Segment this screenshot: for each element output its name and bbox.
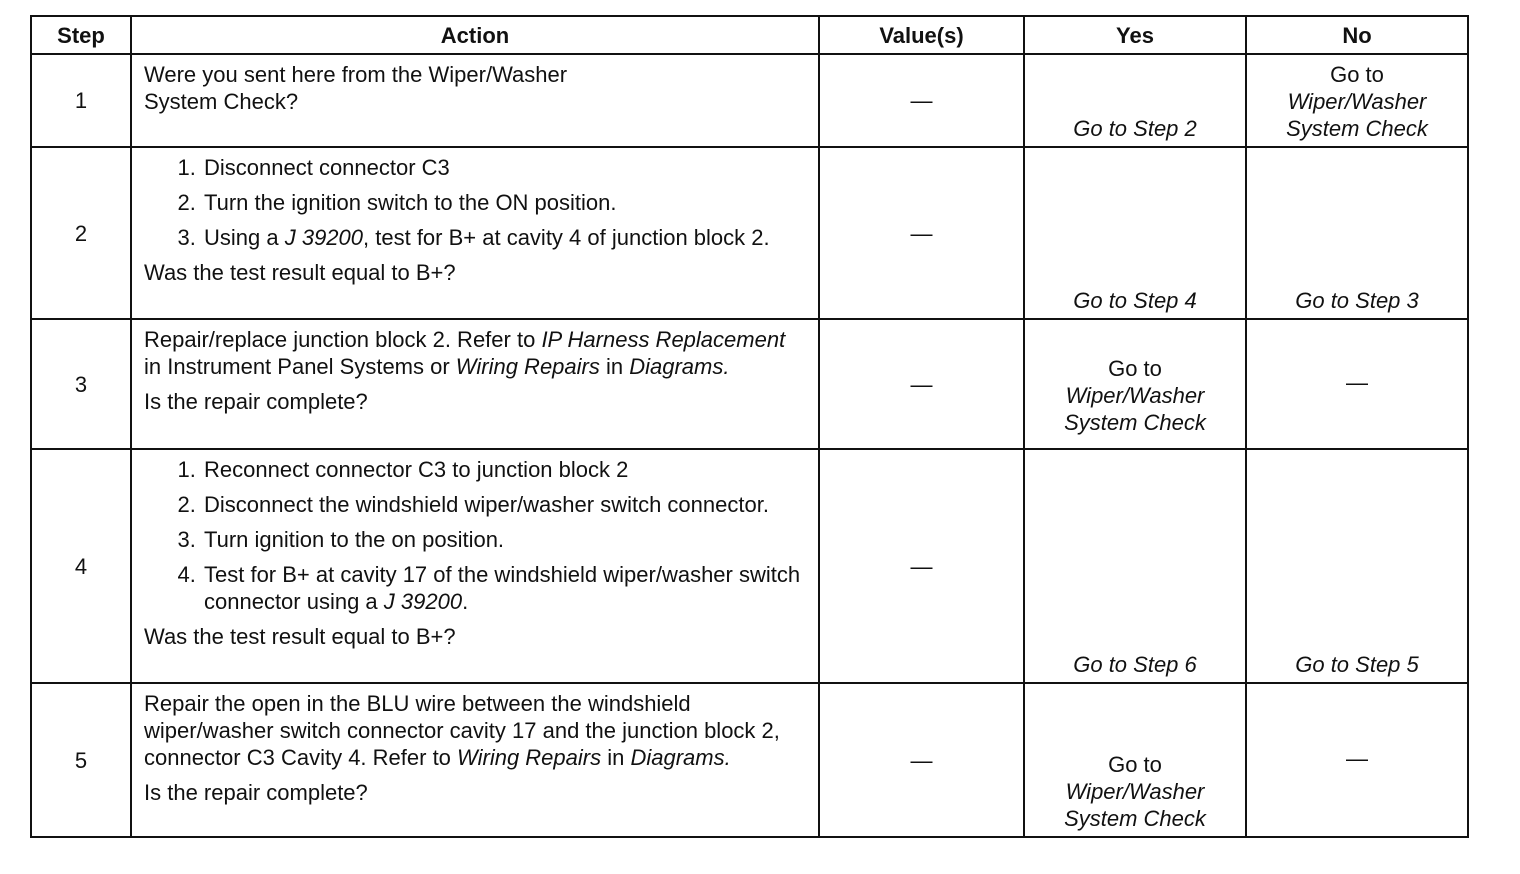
text-segment: in Instrument Panel Systems or bbox=[144, 354, 456, 379]
text-segment: . bbox=[462, 589, 469, 614]
text-segment: Repair/replace junction block 2. Refer to bbox=[144, 327, 542, 352]
question-text: Is the repair complete? bbox=[144, 389, 368, 414]
no-cell bbox=[1246, 449, 1468, 683]
table-row bbox=[31, 683, 1468, 837]
goto-link[interactable]: Go to Step 4 bbox=[1073, 288, 1197, 313]
action-cell bbox=[131, 683, 819, 837]
diagnostic-table bbox=[30, 15, 1469, 838]
yes-cell bbox=[1024, 449, 1246, 683]
reference-link[interactable]: Diagrams. bbox=[630, 745, 731, 770]
procedure-step bbox=[202, 561, 808, 615]
action-cell bbox=[131, 449, 819, 683]
value-cell: — bbox=[819, 683, 1024, 837]
text-segment: , test for B+ at cavity 4 of junction block 2. bbox=[363, 225, 770, 250]
procedure-step: 2. Disconnect the windshield wiper/washer switch connector. bbox=[202, 491, 808, 518]
action-text: System Check? bbox=[144, 89, 299, 114]
goto-prefix: Go to bbox=[1108, 355, 1162, 381]
procedure-list bbox=[144, 456, 808, 615]
header-yes: Yes bbox=[1024, 16, 1246, 54]
action-text bbox=[144, 326, 808, 380]
no-cell bbox=[1246, 147, 1468, 319]
goto-prefix: Go to bbox=[1330, 62, 1384, 87]
header-values: Value(s) bbox=[819, 16, 1024, 54]
table-row bbox=[31, 319, 1468, 449]
step-number: 5 bbox=[31, 683, 131, 837]
tool-name: J 39200 bbox=[383, 589, 463, 614]
step-number: 3 bbox=[31, 319, 131, 449]
step-number: 1 bbox=[31, 54, 131, 147]
action-text: Were you sent here from the Wiper/Washer bbox=[144, 62, 568, 87]
no-cell: — bbox=[1246, 683, 1468, 837]
goto-link[interactable]: Go to Step 2 bbox=[1073, 116, 1197, 141]
procedure-step bbox=[202, 224, 808, 251]
header-step: Step bbox=[31, 16, 131, 54]
value-cell: — bbox=[819, 54, 1024, 147]
table-row bbox=[31, 147, 1468, 319]
question-text: Is the repair complete? bbox=[144, 780, 368, 805]
yes-cell bbox=[1024, 683, 1246, 837]
procedure-list bbox=[144, 154, 808, 251]
procedure-step: 1. Reconnect connector C3 to junction block 2 bbox=[202, 456, 808, 483]
text-segment: in bbox=[601, 745, 631, 770]
value-cell: — bbox=[819, 449, 1024, 683]
action-text bbox=[144, 690, 808, 771]
yes-cell bbox=[1024, 147, 1246, 319]
yes-cell bbox=[1024, 54, 1246, 147]
procedure-step: 3. Turn ignition to the on position. bbox=[202, 526, 808, 553]
step-number: 2 bbox=[31, 147, 131, 319]
goto-link[interactable]: Go to Step 6 bbox=[1073, 652, 1197, 677]
goto-link[interactable]: Wiper/Washer System Check bbox=[1064, 382, 1206, 435]
header-action: Action bbox=[131, 16, 819, 54]
text-segment: in bbox=[599, 354, 630, 379]
value-cell: — bbox=[819, 147, 1024, 319]
goto-link[interactable]: Go to Step 5 bbox=[1295, 652, 1419, 677]
reference-link[interactable]: IP Harness Replacement bbox=[541, 327, 786, 352]
table-row bbox=[31, 54, 1468, 147]
text-segment: Repair the open in the BLU wire between the windshield wiper/washer switch connector cavity 17 and the junction block 2, connector C3 Cavity 4. Refer to bbox=[144, 691, 780, 770]
question-text: Was the test result equal to B+? bbox=[144, 624, 456, 649]
goto-link[interactable]: Wiper/Washer System Check bbox=[1064, 779, 1206, 831]
action-cell bbox=[131, 147, 819, 319]
text-segment: Using a bbox=[204, 225, 285, 250]
reference-link[interactable]: Wiring Repairs bbox=[455, 354, 600, 379]
reference-link[interactable]: Wiring Repairs bbox=[457, 745, 602, 770]
yes-cell bbox=[1024, 319, 1246, 449]
value-cell: — bbox=[819, 319, 1024, 449]
reference-link[interactable]: Diagrams. bbox=[629, 354, 730, 379]
question-text: Was the test result equal to B+? bbox=[144, 260, 456, 285]
step-number: 4 bbox=[31, 449, 131, 683]
tool-name: J 39200 bbox=[284, 225, 364, 250]
goto-prefix: Go to bbox=[1108, 752, 1162, 777]
no-cell bbox=[1246, 54, 1468, 147]
action-cell bbox=[131, 319, 819, 449]
table-row bbox=[31, 449, 1468, 683]
header-no: No bbox=[1246, 16, 1468, 54]
action-cell bbox=[131, 54, 819, 147]
procedure-step: 2. Turn the ignition switch to the ON position. bbox=[202, 189, 808, 216]
text-segment: Test for B+ at cavity 17 of the windshield wiper/washer switch connector using a bbox=[204, 562, 801, 614]
procedure-step: 1. Disconnect connector C3 bbox=[202, 154, 808, 181]
no-cell: — bbox=[1246, 319, 1468, 449]
goto-link[interactable]: Go to Step 3 bbox=[1295, 288, 1419, 313]
table-header-row bbox=[31, 16, 1468, 54]
goto-link[interactable]: Wiper/Washer System Check bbox=[1286, 89, 1428, 141]
